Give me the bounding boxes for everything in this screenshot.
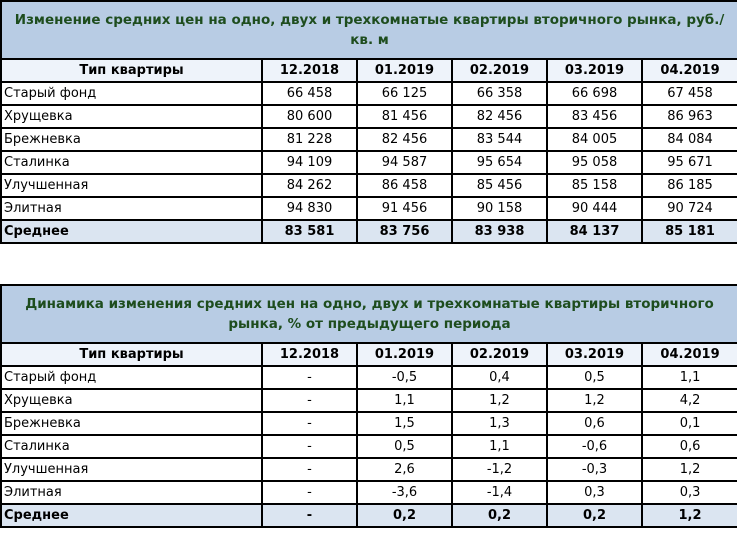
value-cell: 4,2 [642,389,737,412]
value-cell: 90 158 [452,197,547,220]
total-value: 83 938 [452,220,547,243]
value-cell: 66 125 [357,82,452,105]
value-cell: 1,1 [452,435,547,458]
value-cell: -1,4 [452,481,547,504]
total-value: 0,2 [357,504,452,527]
column-header: 12.2018 [262,59,357,82]
value-cell: 86 963 [642,105,737,128]
value-cell: 85 456 [452,174,547,197]
row-label: Улучшенная [1,458,262,481]
total-value: 85 181 [642,220,737,243]
value-cell: 95 654 [452,151,547,174]
value-cell: 85 158 [547,174,642,197]
value-cell: -0,3 [547,458,642,481]
column-header: 03.2019 [547,343,642,366]
row-label: Сталинка [1,151,262,174]
value-cell: 95 671 [642,151,737,174]
value-cell: 80 600 [262,105,357,128]
value-cell: 83 544 [452,128,547,151]
value-cell: 84 084 [642,128,737,151]
value-cell: 1,3 [452,412,547,435]
table-row [1,435,737,458]
value-cell: 0,6 [642,435,737,458]
value-cell: 66 698 [547,82,642,105]
value-cell: 1,2 [452,389,547,412]
value-cell: -0,5 [357,366,452,389]
table-row [1,82,737,105]
price-change-table [0,284,737,528]
value-cell: 91 456 [357,197,452,220]
value-cell: 84 005 [547,128,642,151]
value-cell: - [262,412,357,435]
value-cell: - [262,481,357,504]
value-cell: 0,5 [547,366,642,389]
total-value: 83 756 [357,220,452,243]
value-cell: 81 456 [357,105,452,128]
total-row [1,504,737,527]
value-cell: 0,5 [357,435,452,458]
value-cell: 0,3 [547,481,642,504]
total-value: 84 137 [547,220,642,243]
total-value: 83 581 [262,220,357,243]
value-cell: 95 058 [547,151,642,174]
total-label: Среднее [1,220,262,243]
value-cell: 82 456 [452,105,547,128]
header-row [1,59,737,82]
row-label: Брежневка [1,128,262,151]
value-cell: 0,3 [642,481,737,504]
value-cell: 0,6 [547,412,642,435]
value-cell: -1,2 [452,458,547,481]
value-cell: 1,2 [642,458,737,481]
table-row [1,458,737,481]
column-header: 01.2019 [357,59,452,82]
value-cell: 90 724 [642,197,737,220]
title-row [1,285,737,343]
value-cell: 67 458 [642,82,737,105]
total-value: - [262,504,357,527]
value-cell: 83 456 [547,105,642,128]
value-cell: 66 458 [262,82,357,105]
value-cell: 2,6 [357,458,452,481]
value-cell: 94 587 [357,151,452,174]
value-cell: -0,6 [547,435,642,458]
total-value: 1,2 [642,504,737,527]
value-cell: 1,1 [642,366,737,389]
value-cell: 0,4 [452,366,547,389]
value-cell: 94 830 [262,197,357,220]
title-row [1,1,737,59]
value-cell: 1,1 [357,389,452,412]
table-row [1,174,737,197]
value-cell: 82 456 [357,128,452,151]
value-cell: 86 185 [642,174,737,197]
row-label: Брежневка [1,412,262,435]
total-label: Среднее [1,504,262,527]
table-row [1,197,737,220]
column-header: 04.2019 [642,343,737,366]
value-cell: - [262,389,357,412]
value-cell: 1,2 [547,389,642,412]
table-title: Динамика изменения средних цен на одно, двух и трехкомнатые квартиры вторичного рынка, % от предыдущего периода [1,285,737,343]
table-row [1,412,737,435]
table-row [1,151,737,174]
total-value: 0,2 [452,504,547,527]
total-row [1,220,737,243]
column-header: 04.2019 [642,59,737,82]
column-header: 03.2019 [547,59,642,82]
value-cell: 94 109 [262,151,357,174]
column-header: 02.2019 [452,343,547,366]
column-header: 12.2018 [262,343,357,366]
table-row [1,128,737,151]
row-label: Старый фонд [1,366,262,389]
table-row [1,105,737,128]
value-cell: - [262,435,357,458]
value-cell: 1,5 [357,412,452,435]
column-header: 01.2019 [357,343,452,366]
row-label: Хрущевка [1,105,262,128]
column-header: Тип квартиры [1,59,262,82]
table-row [1,389,737,412]
value-cell: 0,1 [642,412,737,435]
price-table [0,0,737,244]
value-cell: 81 228 [262,128,357,151]
table-title: Изменение средних цен на одно, двух и трехкомнатые квартиры вторичного рынка, руб./кв. м [1,1,737,59]
value-cell: 86 458 [357,174,452,197]
value-cell: 66 358 [452,82,547,105]
row-label: Элитная [1,481,262,504]
value-cell: 90 444 [547,197,642,220]
row-label: Элитная [1,197,262,220]
column-header: 02.2019 [452,59,547,82]
row-label: Хрущевка [1,389,262,412]
value-cell: - [262,366,357,389]
header-row [1,343,737,366]
row-label: Сталинка [1,435,262,458]
table-row [1,366,737,389]
value-cell: 84 262 [262,174,357,197]
row-label: Старый фонд [1,82,262,105]
value-cell: - [262,458,357,481]
total-value: 0,2 [547,504,642,527]
column-header: Тип квартиры [1,343,262,366]
row-label: Улучшенная [1,174,262,197]
value-cell: -3,6 [357,481,452,504]
table-row [1,481,737,504]
